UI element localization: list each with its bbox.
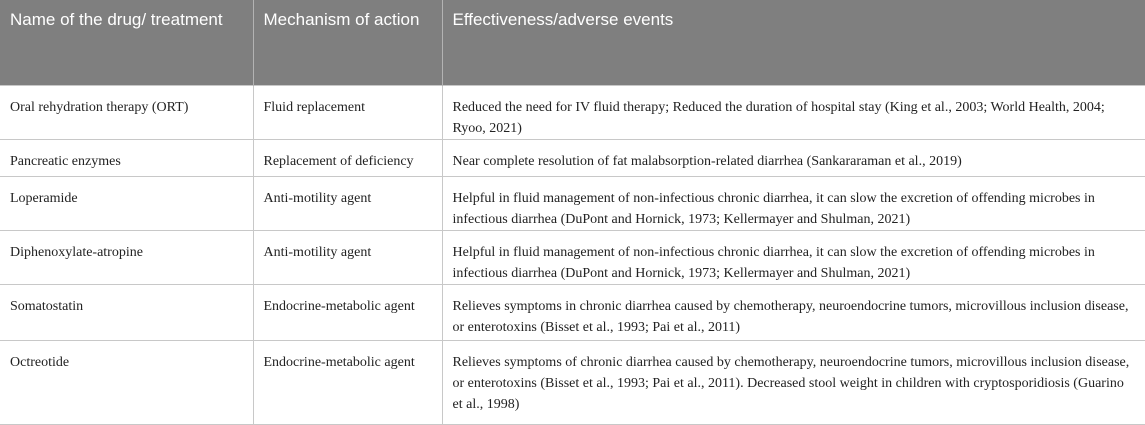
cell-mechanism: Anti-motility agent	[253, 176, 442, 230]
table-row	[0, 85, 1145, 139]
cell-effect: Relieves symptoms of chronic diarrhea caused by chemotherapy, neuroendocrine tumors, microvillous inclusion disease, or enterotoxins (Bisset et al., 1993; Pai et al., 2011). Decreased stool weight in children with cryptosporidiosis (Guarino et al., 1998)	[442, 340, 1145, 424]
header-mechanism: Mechanism of action	[253, 0, 442, 85]
cell-name: Octreotide	[0, 340, 253, 424]
cell-mechanism: Replacement of deficiency	[253, 139, 442, 176]
cell-mechanism: Endocrine-metabolic agent	[253, 284, 442, 340]
table-row	[0, 340, 1145, 424]
header-name: Name of the drug/ treatment	[10, 10, 223, 29]
cell-effect: Near complete resolution of fat malabsorption-related diarrhea (Sankararaman et al., 2019)	[442, 139, 1145, 176]
table-row	[0, 230, 1145, 284]
cell-name: Diphenoxylate-atropine	[0, 230, 253, 284]
cell-effect: Reduced the need for IV fluid therapy; Reduced the duration of hospital stay (King et al., 2003; World Health, 2004; Ryoo, 2021)	[442, 85, 1145, 139]
cell-mechanism: Anti-motility agent	[253, 230, 442, 284]
cell-effect: Helpful in fluid management of non-infectious chronic diarrhea, it can slow the excretion of offending microbes in infectious diarrhea (DuPont and Hornick, 1973; Kellermayer and Shulman, 2021)	[442, 230, 1145, 284]
cell-name: Somatostatin	[0, 284, 253, 340]
cell-name: Loperamide	[0, 176, 253, 230]
table-header-row	[0, 0, 1145, 85]
cell-effect: Relieves symptoms in chronic diarrhea caused by chemotherapy, neuroendocrine tumors, microvillous inclusion disease, or enterotoxins (Bisset et al., 1993; Pai et al., 2011)	[442, 284, 1145, 340]
header-effectiveness: Effectiveness/adverse events	[442, 0, 1145, 85]
table-row	[0, 176, 1145, 230]
cell-mechanism: Endocrine-metabolic agent	[253, 340, 442, 424]
cell-effect: Helpful in fluid management of non-infectious chronic diarrhea, it can slow the excretion of offending microbes in infectious diarrhea (DuPont and Hornick, 1973; Kellermayer and Shulman, 2021)	[442, 176, 1145, 230]
cell-mechanism: Fluid replacement	[253, 85, 442, 139]
cell-name: Oral rehydration therapy (ORT)	[0, 85, 253, 139]
table-row	[0, 284, 1145, 340]
cell-name: Pancreatic enzymes	[0, 139, 253, 176]
table-row	[0, 139, 1145, 176]
